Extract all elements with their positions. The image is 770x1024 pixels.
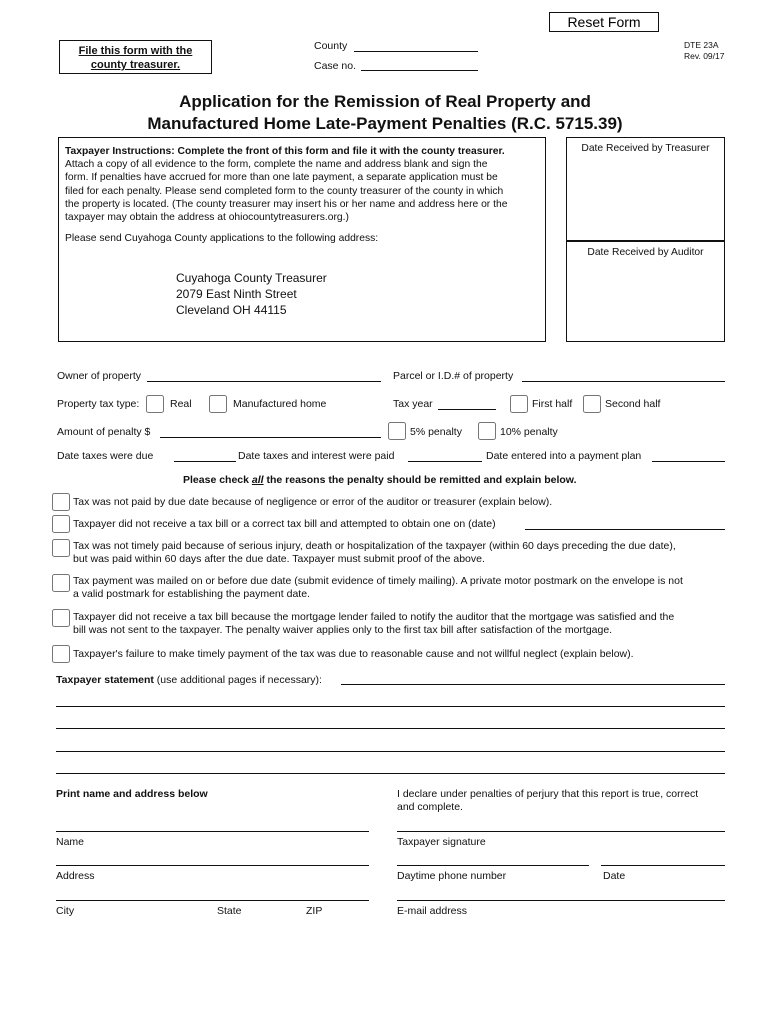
- date-received-auditor-box[interactable]: [566, 241, 725, 342]
- reasons-heading-post: the reasons the penalty should be remitted and explain below.: [263, 474, 577, 486]
- five-percent-checkbox[interactable]: [388, 422, 406, 440]
- date-label: Date: [603, 870, 626, 882]
- reason-1-checkbox[interactable]: [52, 493, 70, 511]
- date-plan-label: Date entered into a payment plan: [486, 450, 642, 462]
- county-label: County: [314, 40, 348, 52]
- form-title-line2: Manufactured Home Late-Payment Penalties (R.C. 5715.39): [147, 114, 623, 133]
- owner-field[interactable]: [147, 381, 381, 382]
- phone-field[interactable]: [397, 865, 589, 866]
- instruction-line-5: the property is located. (The county treasurer may insert his or her name and address here or the: [65, 198, 508, 210]
- reason-3-line1: Tax was not timely paid because of serious injury, death or hospitalization of the taxpayer (within 60 days preceding the due date),: [73, 540, 676, 552]
- date-received-treasurer-label: Date Received by Treasurer: [581, 143, 710, 154]
- statement-line-2[interactable]: [56, 706, 725, 707]
- first-half-checkbox[interactable]: [510, 395, 528, 413]
- penalty-amount-field[interactable]: [160, 437, 381, 438]
- reason-3-line2: but was paid within 60 days after the due date. Taxpayer must submit proof of the above.: [73, 553, 485, 565]
- address-label: Address: [56, 870, 95, 882]
- reason-4-line1: Tax payment was mailed on or before due date (submit evidence of timely mailing). A private motor postmark on the envelope is not: [73, 575, 683, 587]
- perjury-declaration: [397, 788, 698, 814]
- reason-2-date-field[interactable]: [525, 529, 725, 530]
- statement-line-3[interactable]: [56, 728, 725, 729]
- reason-5-checkbox[interactable]: [52, 609, 70, 627]
- statement-line-5[interactable]: [56, 773, 725, 774]
- signature-label: Taxpayer signature: [397, 836, 486, 848]
- email-field[interactable]: [397, 900, 725, 901]
- reason-4-checkbox[interactable]: [52, 574, 70, 592]
- instruction-line-3: form. If penalties have accrued for more than one late payment, a separate application must be: [65, 172, 498, 184]
- file-with-treasurer-notice: [59, 40, 212, 74]
- manufactured-home-label: Manufactured home: [233, 398, 327, 410]
- date-received-auditor-label: Date Received by Auditor: [587, 247, 704, 258]
- date-paid-label: Date taxes and interest were paid: [238, 450, 395, 462]
- ten-percent-label: 10% penalty: [500, 426, 558, 438]
- manufactured-home-checkbox[interactable]: [209, 395, 227, 413]
- reason-3-text: [73, 540, 676, 566]
- date-plan-field[interactable]: [652, 461, 725, 462]
- instruction-line-4: filed for each penalty. Please send completed form to the county treasurer of the county in which: [65, 185, 504, 197]
- reason-6-text: Taxpayer's failure to make timely payment of the tax was due to reasonable cause and not willful neglect (explain below).: [73, 648, 634, 660]
- date-paid-field[interactable]: [408, 461, 482, 462]
- reasons-heading-pre: Please check: [183, 474, 252, 486]
- phone-label: Daytime phone number: [397, 870, 507, 882]
- state-label: State: [217, 905, 242, 917]
- address-line3: Cleveland OH 44115: [176, 303, 287, 317]
- statement-label-bold: Taxpayer statement: [56, 674, 154, 686]
- reason-2-text: Taxpayer did not receive a tax bill or a correct tax bill and attempted to obtain one on (date): [73, 518, 496, 530]
- owner-label: Owner of property: [57, 370, 142, 382]
- reason-5-line2: bill was not sent to the taxpayer. The penalty waiver applies only to the first tax bill after satisfaction of the mortgage.: [73, 624, 613, 636]
- reason-1-text: Tax was not paid by due date because of negligence or error of the auditor or treasurer (explain below).: [73, 496, 553, 508]
- first-half-label: First half: [532, 398, 573, 410]
- statement-line-1[interactable]: [341, 684, 725, 685]
- reason-3-checkbox[interactable]: [52, 539, 70, 557]
- name-label: Name: [56, 836, 85, 848]
- address-field[interactable]: [56, 865, 369, 866]
- reason-5-line1: Taxpayer did not receive a tax bill because the mortgage lender failed to notify the auditor that the mortgage was satisfied and the: [73, 611, 675, 623]
- instruction-line-6: taxpayer may obtain the address at ohiocountytreasurers.org.): [65, 212, 349, 224]
- form-revision: Rev. 09/17: [684, 51, 725, 61]
- second-half-label: Second half: [605, 398, 661, 410]
- statement-label-rest: (use additional pages if necessary):: [153, 674, 322, 686]
- reset-form-button[interactable]: Reset Form: [549, 12, 659, 32]
- tax-year-field[interactable]: [438, 409, 496, 410]
- statement-line-4[interactable]: [56, 751, 725, 752]
- print-name-label: Print name and address below: [56, 788, 208, 800]
- case-number-field[interactable]: [361, 70, 478, 71]
- parcel-field[interactable]: [522, 381, 725, 382]
- reason-5-text: [73, 611, 674, 637]
- second-half-checkbox[interactable]: [583, 395, 601, 413]
- real-label: Real: [170, 398, 192, 410]
- form-title-line1: Application for the Remission of Real Property and: [179, 92, 591, 111]
- instruction-line-1: Taxpayer Instructions: Complete the front of this form and file it with the county treasurer.: [65, 146, 505, 157]
- reason-4-line2: a valid postmark for establishing the payment date.: [73, 588, 310, 600]
- instructions-text: [65, 145, 543, 245]
- date-received-treasurer-box[interactable]: [566, 137, 725, 241]
- reasons-heading: [183, 474, 577, 486]
- form-code: DTE 23A: [684, 40, 719, 50]
- date-field[interactable]: [601, 865, 725, 866]
- date-due-field[interactable]: [174, 461, 236, 462]
- file-notice-line2: county treasurer.: [90, 59, 181, 71]
- reason-4-text: [73, 575, 683, 601]
- county-field[interactable]: [354, 51, 478, 52]
- parcel-label: Parcel or I.D.# of property: [393, 370, 514, 382]
- reason-2-checkbox[interactable]: [52, 515, 70, 533]
- declaration-line1: I declare under penalties of perjury that this report is true, correct: [397, 788, 699, 800]
- tax-year-label: Tax year: [393, 398, 433, 410]
- tax-type-label: Property tax type:: [57, 398, 140, 410]
- address-line1: Cuyahoga County Treasurer: [176, 271, 327, 285]
- case-number-label: Case no.: [314, 60, 357, 72]
- city-state-zip-field[interactable]: [56, 900, 369, 901]
- ten-percent-checkbox[interactable]: [478, 422, 496, 440]
- statement-label: [56, 674, 322, 686]
- treasurer-address: [176, 270, 327, 318]
- zip-label: ZIP: [306, 905, 323, 917]
- five-percent-label: 5% penalty: [410, 426, 462, 438]
- instruction-line-2: Attach a copy of all evidence to the form, complete the name and address blank and sign the: [65, 159, 488, 171]
- reason-6-checkbox[interactable]: [52, 645, 70, 663]
- date-due-label: Date taxes were due: [57, 450, 154, 462]
- city-label: City: [56, 905, 75, 917]
- signature-field[interactable]: [397, 831, 725, 832]
- name-field[interactable]: [56, 831, 369, 832]
- send-note: Please send Cuyahoga County applications to the following address:: [65, 233, 379, 245]
- email-label: E-mail address: [397, 905, 468, 917]
- penalty-amount-label: Amount of penalty $: [57, 426, 151, 438]
- declaration-line2: and complete.: [397, 801, 463, 813]
- reasons-heading-all: all: [251, 474, 264, 486]
- address-line2: 2079 East Ninth Street: [176, 287, 297, 301]
- file-notice-line1: File this form with the: [78, 45, 193, 57]
- real-checkbox[interactable]: [146, 395, 164, 413]
